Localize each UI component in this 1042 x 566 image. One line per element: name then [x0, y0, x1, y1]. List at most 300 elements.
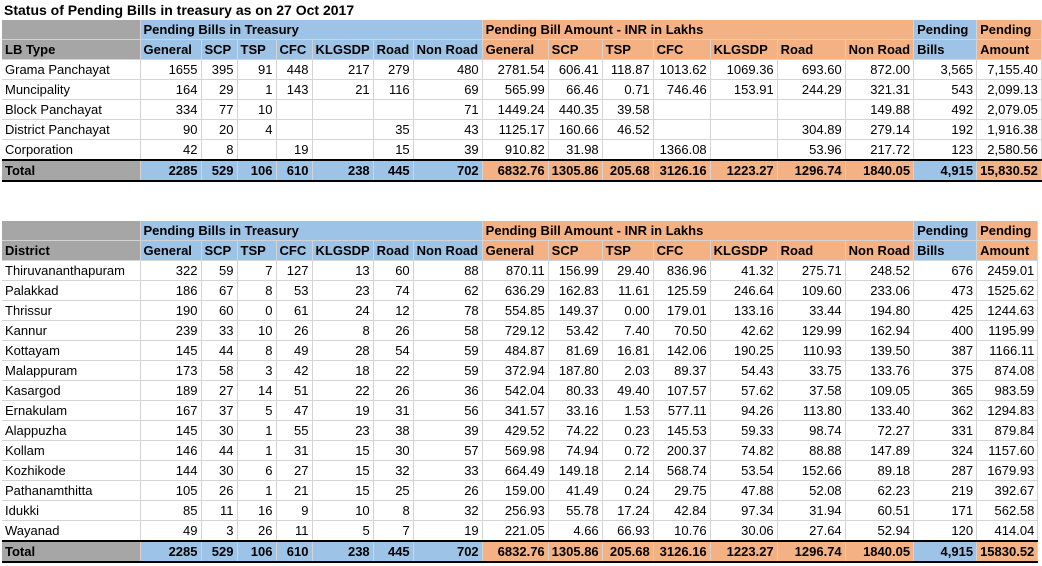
data-cell[interactable]: 110.93 [777, 341, 845, 361]
data-cell[interactable]: 480 [413, 60, 482, 80]
amount-col-header[interactable]: TSP [602, 40, 653, 60]
treasury-group-header[interactable]: Pending Bills in Treasury [140, 221, 482, 241]
total-cell[interactable]: 610 [276, 541, 312, 562]
data-cell[interactable]: 22 [312, 381, 373, 401]
data-cell[interactable]: 568.74 [653, 461, 710, 481]
row-label-cell[interactable]: Wayanad [2, 521, 140, 542]
data-cell[interactable]: 729.12 [482, 321, 548, 341]
data-cell[interactable]: 8 [373, 501, 413, 521]
data-cell[interactable]: 0.72 [602, 441, 653, 461]
data-cell[interactable]: 910.82 [482, 140, 548, 161]
data-cell[interactable]: 676 [914, 261, 977, 281]
data-cell[interactable]: 145 [140, 341, 201, 361]
total-cell[interactable]: 1305.86 [548, 541, 602, 562]
data-cell[interactable]: 554.85 [482, 301, 548, 321]
data-cell[interactable]: 98.74 [777, 421, 845, 441]
data-cell[interactable]: 3,565 [914, 60, 977, 80]
data-cell[interactable]: 147.89 [845, 441, 913, 461]
data-cell[interactable]: 186 [140, 281, 201, 301]
amount-col-header[interactable]: Non Road [845, 40, 913, 60]
data-cell[interactable]: 62.23 [845, 481, 913, 501]
total-cell[interactable]: 238 [312, 541, 373, 562]
total-cell[interactable]: 1305.86 [548, 160, 602, 181]
pending-amount-header-top[interactable]: Pending [977, 20, 1042, 40]
data-cell[interactable]: 1013.62 [653, 60, 710, 80]
data-cell[interactable]: 392.67 [977, 481, 1038, 501]
data-cell[interactable]: 233.06 [845, 281, 913, 301]
treasury-col-header[interactable]: SCP [201, 40, 237, 60]
data-cell[interactable]: 42.84 [653, 501, 710, 521]
amount-col-header[interactable]: Road [777, 40, 845, 60]
data-cell[interactable]: 60 [373, 261, 413, 281]
data-cell[interactable]: 15 [312, 461, 373, 481]
data-cell[interactable]: 66.93 [602, 521, 653, 542]
data-cell[interactable]: 1 [237, 80, 276, 100]
data-cell[interactable]: 4.66 [548, 521, 602, 542]
treasury-col-header[interactable]: Non Road [413, 241, 482, 261]
data-cell[interactable]: 139.50 [845, 341, 913, 361]
data-cell[interactable]: 2,099.13 [977, 80, 1042, 100]
amount-col-header[interactable]: Road [777, 241, 845, 261]
data-cell[interactable]: 7.40 [602, 321, 653, 341]
data-cell[interactable]: 74 [373, 281, 413, 301]
total-cell[interactable]: 702 [413, 541, 482, 562]
data-cell[interactable] [276, 100, 312, 120]
data-cell[interactable]: 217.72 [845, 140, 913, 161]
data-cell[interactable]: 57.62 [710, 381, 777, 401]
data-cell[interactable]: 39 [413, 421, 482, 441]
data-cell[interactable]: 324 [914, 441, 977, 461]
data-cell[interactable]: 31 [373, 401, 413, 421]
data-cell[interactable]: 414.04 [977, 521, 1038, 542]
data-cell[interactable]: 473 [914, 281, 977, 301]
data-cell[interactable]: 38 [373, 421, 413, 441]
data-cell[interactable]: 171 [914, 501, 977, 521]
data-cell[interactable]: 31.98 [548, 140, 602, 161]
total-cell[interactable]: 3126.16 [653, 541, 710, 562]
data-cell[interactable] [312, 120, 373, 140]
row-label-cell[interactable]: Muncipality [2, 80, 140, 100]
data-cell[interactable] [653, 100, 710, 120]
data-cell[interactable]: 17.24 [602, 501, 653, 521]
data-cell[interactable]: 2.14 [602, 461, 653, 481]
data-cell[interactable]: 37.58 [777, 381, 845, 401]
treasury-col-header[interactable]: KLGSDP [312, 40, 373, 60]
data-cell[interactable]: 542.04 [482, 381, 548, 401]
data-cell[interactable]: 80.33 [548, 381, 602, 401]
data-cell[interactable]: 331 [914, 421, 977, 441]
data-cell[interactable]: 142.06 [653, 341, 710, 361]
row-label-cell[interactable]: Palakkad [2, 281, 140, 301]
data-cell[interactable]: 341.57 [482, 401, 548, 421]
data-cell[interactable]: 2,580.56 [977, 140, 1042, 161]
data-cell[interactable]: 836.96 [653, 261, 710, 281]
data-cell[interactable]: 61 [276, 301, 312, 321]
total-cell[interactable]: 238 [312, 160, 373, 181]
data-cell[interactable]: 8 [312, 321, 373, 341]
row-label-cell[interactable]: Grama Panchayat [2, 60, 140, 80]
data-cell[interactable]: 27.64 [777, 521, 845, 542]
treasury-col-header[interactable]: TSP [237, 241, 276, 261]
data-cell[interactable]: 88.88 [777, 441, 845, 461]
treasury-col-header[interactable]: CFC [276, 241, 312, 261]
data-cell[interactable]: 606.41 [548, 60, 602, 80]
total-cell[interactable]: 445 [373, 160, 413, 181]
data-cell[interactable]: 2,079.05 [977, 100, 1042, 120]
data-cell[interactable]: 26 [201, 481, 237, 501]
header-blank-cell[interactable] [2, 221, 140, 241]
total-cell[interactable]: 6832.76 [482, 160, 548, 181]
data-cell[interactable]: 39 [413, 140, 482, 161]
data-cell[interactable]: 149.88 [845, 100, 913, 120]
amount-col-header[interactable]: SCP [548, 241, 602, 261]
data-cell[interactable]: 118.87 [602, 60, 653, 80]
pending-bills-header[interactable]: Bills [914, 241, 977, 261]
data-cell[interactable]: 200.37 [653, 441, 710, 461]
data-cell[interactable]: 429.52 [482, 421, 548, 441]
data-cell[interactable]: 569.98 [482, 441, 548, 461]
amount-group-header[interactable]: Pending Bill Amount - INR in Lakhs [482, 221, 913, 241]
data-cell[interactable]: 194.80 [845, 301, 913, 321]
data-cell[interactable]: 7 [373, 521, 413, 542]
data-cell[interactable]: 47 [276, 401, 312, 421]
data-cell[interactable]: 2.03 [602, 361, 653, 381]
pending-bills-header[interactable]: Bills [914, 40, 977, 60]
data-cell[interactable]: 10.76 [653, 521, 710, 542]
row-label-cell[interactable]: Alappuzha [2, 421, 140, 441]
total-cell[interactable]: 1223.27 [710, 160, 777, 181]
data-cell[interactable]: 19 [276, 140, 312, 161]
data-cell[interactable]: 105 [140, 481, 201, 501]
data-cell[interactable]: 97.34 [710, 501, 777, 521]
first-column-header[interactable]: District [2, 241, 140, 261]
data-cell[interactable]: 15 [312, 441, 373, 461]
data-cell[interactable]: 22 [373, 361, 413, 381]
data-cell[interactable]: 30 [373, 441, 413, 461]
total-cell[interactable]: 4,915 [914, 160, 977, 181]
data-cell[interactable]: 29.75 [653, 481, 710, 501]
row-label-cell[interactable]: District Panchayat [2, 120, 140, 140]
row-label-cell[interactable]: Kollam [2, 441, 140, 461]
data-cell[interactable]: 1 [237, 421, 276, 441]
data-cell[interactable]: 60 [201, 301, 237, 321]
amount-col-header[interactable]: General [482, 241, 548, 261]
data-cell[interactable]: 484.87 [482, 341, 548, 361]
treasury-col-header[interactable]: KLGSDP [312, 241, 373, 261]
header-blank-cell[interactable] [2, 20, 140, 40]
data-cell[interactable]: 26 [237, 521, 276, 542]
total-cell[interactable]: 1840.05 [845, 541, 913, 562]
data-cell[interactable]: 1166.11 [977, 341, 1038, 361]
data-cell[interactable] [276, 120, 312, 140]
data-cell[interactable] [312, 100, 373, 120]
total-cell[interactable]: 3126.16 [653, 160, 710, 181]
data-cell[interactable]: 123 [914, 140, 977, 161]
data-cell[interactable]: 10 [312, 501, 373, 521]
row-label-cell[interactable]: Ernakulam [2, 401, 140, 421]
first-column-header[interactable]: LB Type [2, 40, 140, 60]
data-cell[interactable]: 664.49 [482, 461, 548, 481]
total-cell[interactable]: 445 [373, 541, 413, 562]
data-cell[interactable] [237, 140, 276, 161]
row-label-cell[interactable]: Pathanamthitta [2, 481, 140, 501]
data-cell[interactable]: 88 [413, 261, 482, 281]
data-cell[interactable]: 77 [201, 100, 237, 120]
data-cell[interactable]: 365 [914, 381, 977, 401]
data-cell[interactable]: 32 [413, 501, 482, 521]
data-cell[interactable]: 1449.24 [482, 100, 548, 120]
data-cell[interactable]: 74.22 [548, 421, 602, 441]
data-cell[interactable]: 149.18 [548, 461, 602, 481]
data-cell[interactable]: 89.37 [653, 361, 710, 381]
data-cell[interactable]: 30.06 [710, 521, 777, 542]
data-cell[interactable]: 43 [413, 120, 482, 140]
data-cell[interactable]: 116 [373, 80, 413, 100]
data-cell[interactable]: 10 [237, 100, 276, 120]
data-cell[interactable] [373, 100, 413, 120]
data-cell[interactable]: 144 [140, 461, 201, 481]
data-cell[interactable]: 16 [237, 501, 276, 521]
total-cell[interactable]: 106 [237, 160, 276, 181]
data-cell[interactable]: 143 [276, 80, 312, 100]
treasury-col-header[interactable]: Non Road [413, 40, 482, 60]
data-cell[interactable]: 25 [373, 481, 413, 501]
data-cell[interactable]: 53.42 [548, 321, 602, 341]
amount-col-header[interactable]: Non Road [845, 241, 913, 261]
data-cell[interactable]: 127 [276, 261, 312, 281]
data-cell[interactable]: 0.24 [602, 481, 653, 501]
data-cell[interactable]: 49 [140, 521, 201, 542]
data-cell[interactable]: 28 [312, 341, 373, 361]
data-cell[interactable]: 133.16 [710, 301, 777, 321]
total-cell[interactable]: 1296.74 [777, 160, 845, 181]
total-cell[interactable]: 6832.76 [482, 541, 548, 562]
pending-amount-header[interactable]: Amount [977, 241, 1038, 261]
data-cell[interactable]: 14 [237, 381, 276, 401]
data-cell[interactable]: 23 [312, 421, 373, 441]
data-cell[interactable]: 55.78 [548, 501, 602, 521]
data-cell[interactable]: 52.94 [845, 521, 913, 542]
data-cell[interactable]: 26 [373, 321, 413, 341]
data-cell[interactable]: 492 [914, 100, 977, 120]
data-cell[interactable]: 69 [413, 80, 482, 100]
data-cell[interactable]: 7 [237, 261, 276, 281]
data-cell[interactable]: 565.99 [482, 80, 548, 100]
amount-group-header[interactable]: Pending Bill Amount - INR in Lakhs [482, 20, 913, 40]
data-cell[interactable]: 52.08 [777, 481, 845, 501]
treasury-group-header[interactable]: Pending Bills in Treasury [140, 20, 482, 40]
data-cell[interactable]: 44 [201, 441, 237, 461]
data-cell[interactable]: 59.33 [710, 421, 777, 441]
data-cell[interactable]: 41.49 [548, 481, 602, 501]
treasury-col-header[interactable]: TSP [237, 40, 276, 60]
data-cell[interactable]: 192 [914, 120, 977, 140]
data-cell[interactable]: 33.16 [548, 401, 602, 421]
data-cell[interactable]: 983.59 [977, 381, 1038, 401]
data-cell[interactable]: 1525.62 [977, 281, 1038, 301]
data-cell[interactable]: 146 [140, 441, 201, 461]
data-cell[interactable] [710, 100, 777, 120]
data-cell[interactable]: 2781.54 [482, 60, 548, 80]
data-cell[interactable]: 879.84 [977, 421, 1038, 441]
data-cell[interactable]: 133.76 [845, 361, 913, 381]
treasury-col-header[interactable]: General [140, 40, 201, 60]
data-cell[interactable]: 33 [413, 461, 482, 481]
data-cell[interactable]: 239 [140, 321, 201, 341]
data-cell[interactable]: 179.01 [653, 301, 710, 321]
data-cell[interactable]: 5 [237, 401, 276, 421]
data-cell[interactable]: 60.51 [845, 501, 913, 521]
data-cell[interactable]: 133.40 [845, 401, 913, 421]
data-cell[interactable]: 395 [201, 60, 237, 80]
data-cell[interactable]: 23 [312, 281, 373, 301]
row-label-cell[interactable]: Kottayam [2, 341, 140, 361]
data-cell[interactable] [710, 140, 777, 161]
data-cell[interactable]: 29.40 [602, 261, 653, 281]
data-cell[interactable]: 0.00 [602, 301, 653, 321]
data-cell[interactable]: 18 [312, 361, 373, 381]
data-cell[interactable]: 153.91 [710, 80, 777, 100]
amount-col-header[interactable]: KLGSDP [710, 40, 777, 60]
data-cell[interactable]: 543 [914, 80, 977, 100]
data-cell[interactable] [777, 100, 845, 120]
amount-col-header[interactable]: General [482, 40, 548, 60]
data-cell[interactable]: 109.05 [845, 381, 913, 401]
data-cell[interactable]: 2459.01 [977, 261, 1038, 281]
data-cell[interactable]: 279.14 [845, 120, 913, 140]
data-cell[interactable]: 189 [140, 381, 201, 401]
data-cell[interactable] [710, 120, 777, 140]
data-cell[interactable] [653, 120, 710, 140]
data-cell[interactable]: 26 [413, 481, 482, 501]
total-cell[interactable]: 2285 [140, 541, 201, 562]
total-cell[interactable]: 529 [201, 541, 237, 562]
data-cell[interactable]: 42 [140, 140, 201, 161]
data-cell[interactable]: 27 [276, 461, 312, 481]
data-cell[interactable]: 15 [373, 140, 413, 161]
data-cell[interactable]: 78 [413, 301, 482, 321]
data-cell[interactable]: 4 [237, 120, 276, 140]
data-cell[interactable]: 334 [140, 100, 201, 120]
row-label-cell[interactable]: Block Panchayat [2, 100, 140, 120]
data-cell[interactable]: 30 [201, 461, 237, 481]
data-cell[interactable]: 21 [312, 80, 373, 100]
data-cell[interactable]: 448 [276, 60, 312, 80]
data-cell[interactable]: 275.71 [777, 261, 845, 281]
data-cell[interactable]: 53.96 [777, 140, 845, 161]
data-cell[interactable] [602, 140, 653, 161]
data-cell[interactable]: 167 [140, 401, 201, 421]
data-cell[interactable]: 1244.63 [977, 301, 1038, 321]
data-cell[interactable]: 162.83 [548, 281, 602, 301]
data-cell[interactable]: 0.23 [602, 421, 653, 441]
data-cell[interactable]: 107.57 [653, 381, 710, 401]
data-cell[interactable]: 321.31 [845, 80, 913, 100]
data-cell[interactable]: 57 [413, 441, 482, 461]
data-cell[interactable]: 1195.99 [977, 321, 1038, 341]
data-cell[interactable]: 51 [276, 381, 312, 401]
data-cell[interactable]: 36 [413, 381, 482, 401]
data-cell[interactable]: 221.05 [482, 521, 548, 542]
amount-col-header[interactable]: SCP [548, 40, 602, 60]
data-cell[interactable]: 156.99 [548, 261, 602, 281]
data-cell[interactable]: 109.60 [777, 281, 845, 301]
data-cell[interactable]: 149.37 [548, 301, 602, 321]
data-cell[interactable]: 0 [237, 301, 276, 321]
data-cell[interactable]: 287 [914, 461, 977, 481]
data-cell[interactable]: 145.53 [653, 421, 710, 441]
data-cell[interactable]: 0.71 [602, 80, 653, 100]
data-cell[interactable]: 42.62 [710, 321, 777, 341]
data-cell[interactable]: 125.59 [653, 281, 710, 301]
data-cell[interactable]: 113.80 [777, 401, 845, 421]
data-cell[interactable]: 15 [312, 481, 373, 501]
data-cell[interactable]: 248.52 [845, 261, 913, 281]
data-cell[interactable]: 9 [276, 501, 312, 521]
data-cell[interactable]: 1366.08 [653, 140, 710, 161]
data-cell[interactable]: 67 [201, 281, 237, 301]
pending-amount-header-top[interactable]: Pending [977, 221, 1038, 241]
data-cell[interactable]: 70.50 [653, 321, 710, 341]
total-label-cell[interactable]: Total [2, 541, 140, 562]
data-cell[interactable]: 54 [373, 341, 413, 361]
data-cell[interactable]: 1294.83 [977, 401, 1038, 421]
total-cell[interactable]: 15830.52 [977, 541, 1038, 562]
data-cell[interactable]: 164 [140, 80, 201, 100]
pending-bills-header-top[interactable]: Pending [914, 20, 977, 40]
data-cell[interactable]: 1679.93 [977, 461, 1038, 481]
data-cell[interactable]: 129.99 [777, 321, 845, 341]
data-cell[interactable]: 44 [201, 341, 237, 361]
amount-col-header[interactable]: KLGSDP [710, 241, 777, 261]
data-cell[interactable]: 746.46 [653, 80, 710, 100]
data-cell[interactable]: 874.08 [977, 361, 1038, 381]
row-label-cell[interactable]: Kozhikode [2, 461, 140, 481]
data-cell[interactable]: 42 [276, 361, 312, 381]
total-cell[interactable]: 1296.74 [777, 541, 845, 562]
data-cell[interactable]: 279 [373, 60, 413, 80]
data-cell[interactable]: 33.75 [777, 361, 845, 381]
data-cell[interactable]: 35 [373, 120, 413, 140]
data-cell[interactable]: 219 [914, 481, 977, 501]
data-cell[interactable]: 59 [413, 361, 482, 381]
amount-col-header[interactable]: CFC [653, 40, 710, 60]
total-cell[interactable]: 2285 [140, 160, 201, 181]
data-cell[interactable]: 159.00 [482, 481, 548, 501]
data-cell[interactable]: 1125.17 [482, 120, 548, 140]
data-cell[interactable]: 1069.36 [710, 60, 777, 80]
data-cell[interactable]: 24 [312, 301, 373, 321]
data-cell[interactable]: 375 [914, 361, 977, 381]
data-cell[interactable]: 10 [237, 321, 276, 341]
data-cell[interactable]: 244.29 [777, 80, 845, 100]
data-cell[interactable]: 246.64 [710, 281, 777, 301]
data-cell[interactable]: 26 [373, 381, 413, 401]
data-cell[interactable]: 55 [276, 421, 312, 441]
data-cell[interactable]: 8 [237, 341, 276, 361]
pending-amount-header[interactable]: Amount [977, 40, 1042, 60]
data-cell[interactable]: 173 [140, 361, 201, 381]
total-label-cell[interactable]: Total [2, 160, 140, 181]
data-cell[interactable]: 8 [201, 140, 237, 161]
data-cell[interactable]: 1.53 [602, 401, 653, 421]
data-cell[interactable]: 162.94 [845, 321, 913, 341]
amount-col-header[interactable]: TSP [602, 241, 653, 261]
row-label-cell[interactable]: Malappuram [2, 361, 140, 381]
data-cell[interactable]: 11 [276, 521, 312, 542]
data-cell[interactable]: 72.27 [845, 421, 913, 441]
data-cell[interactable] [312, 140, 373, 161]
